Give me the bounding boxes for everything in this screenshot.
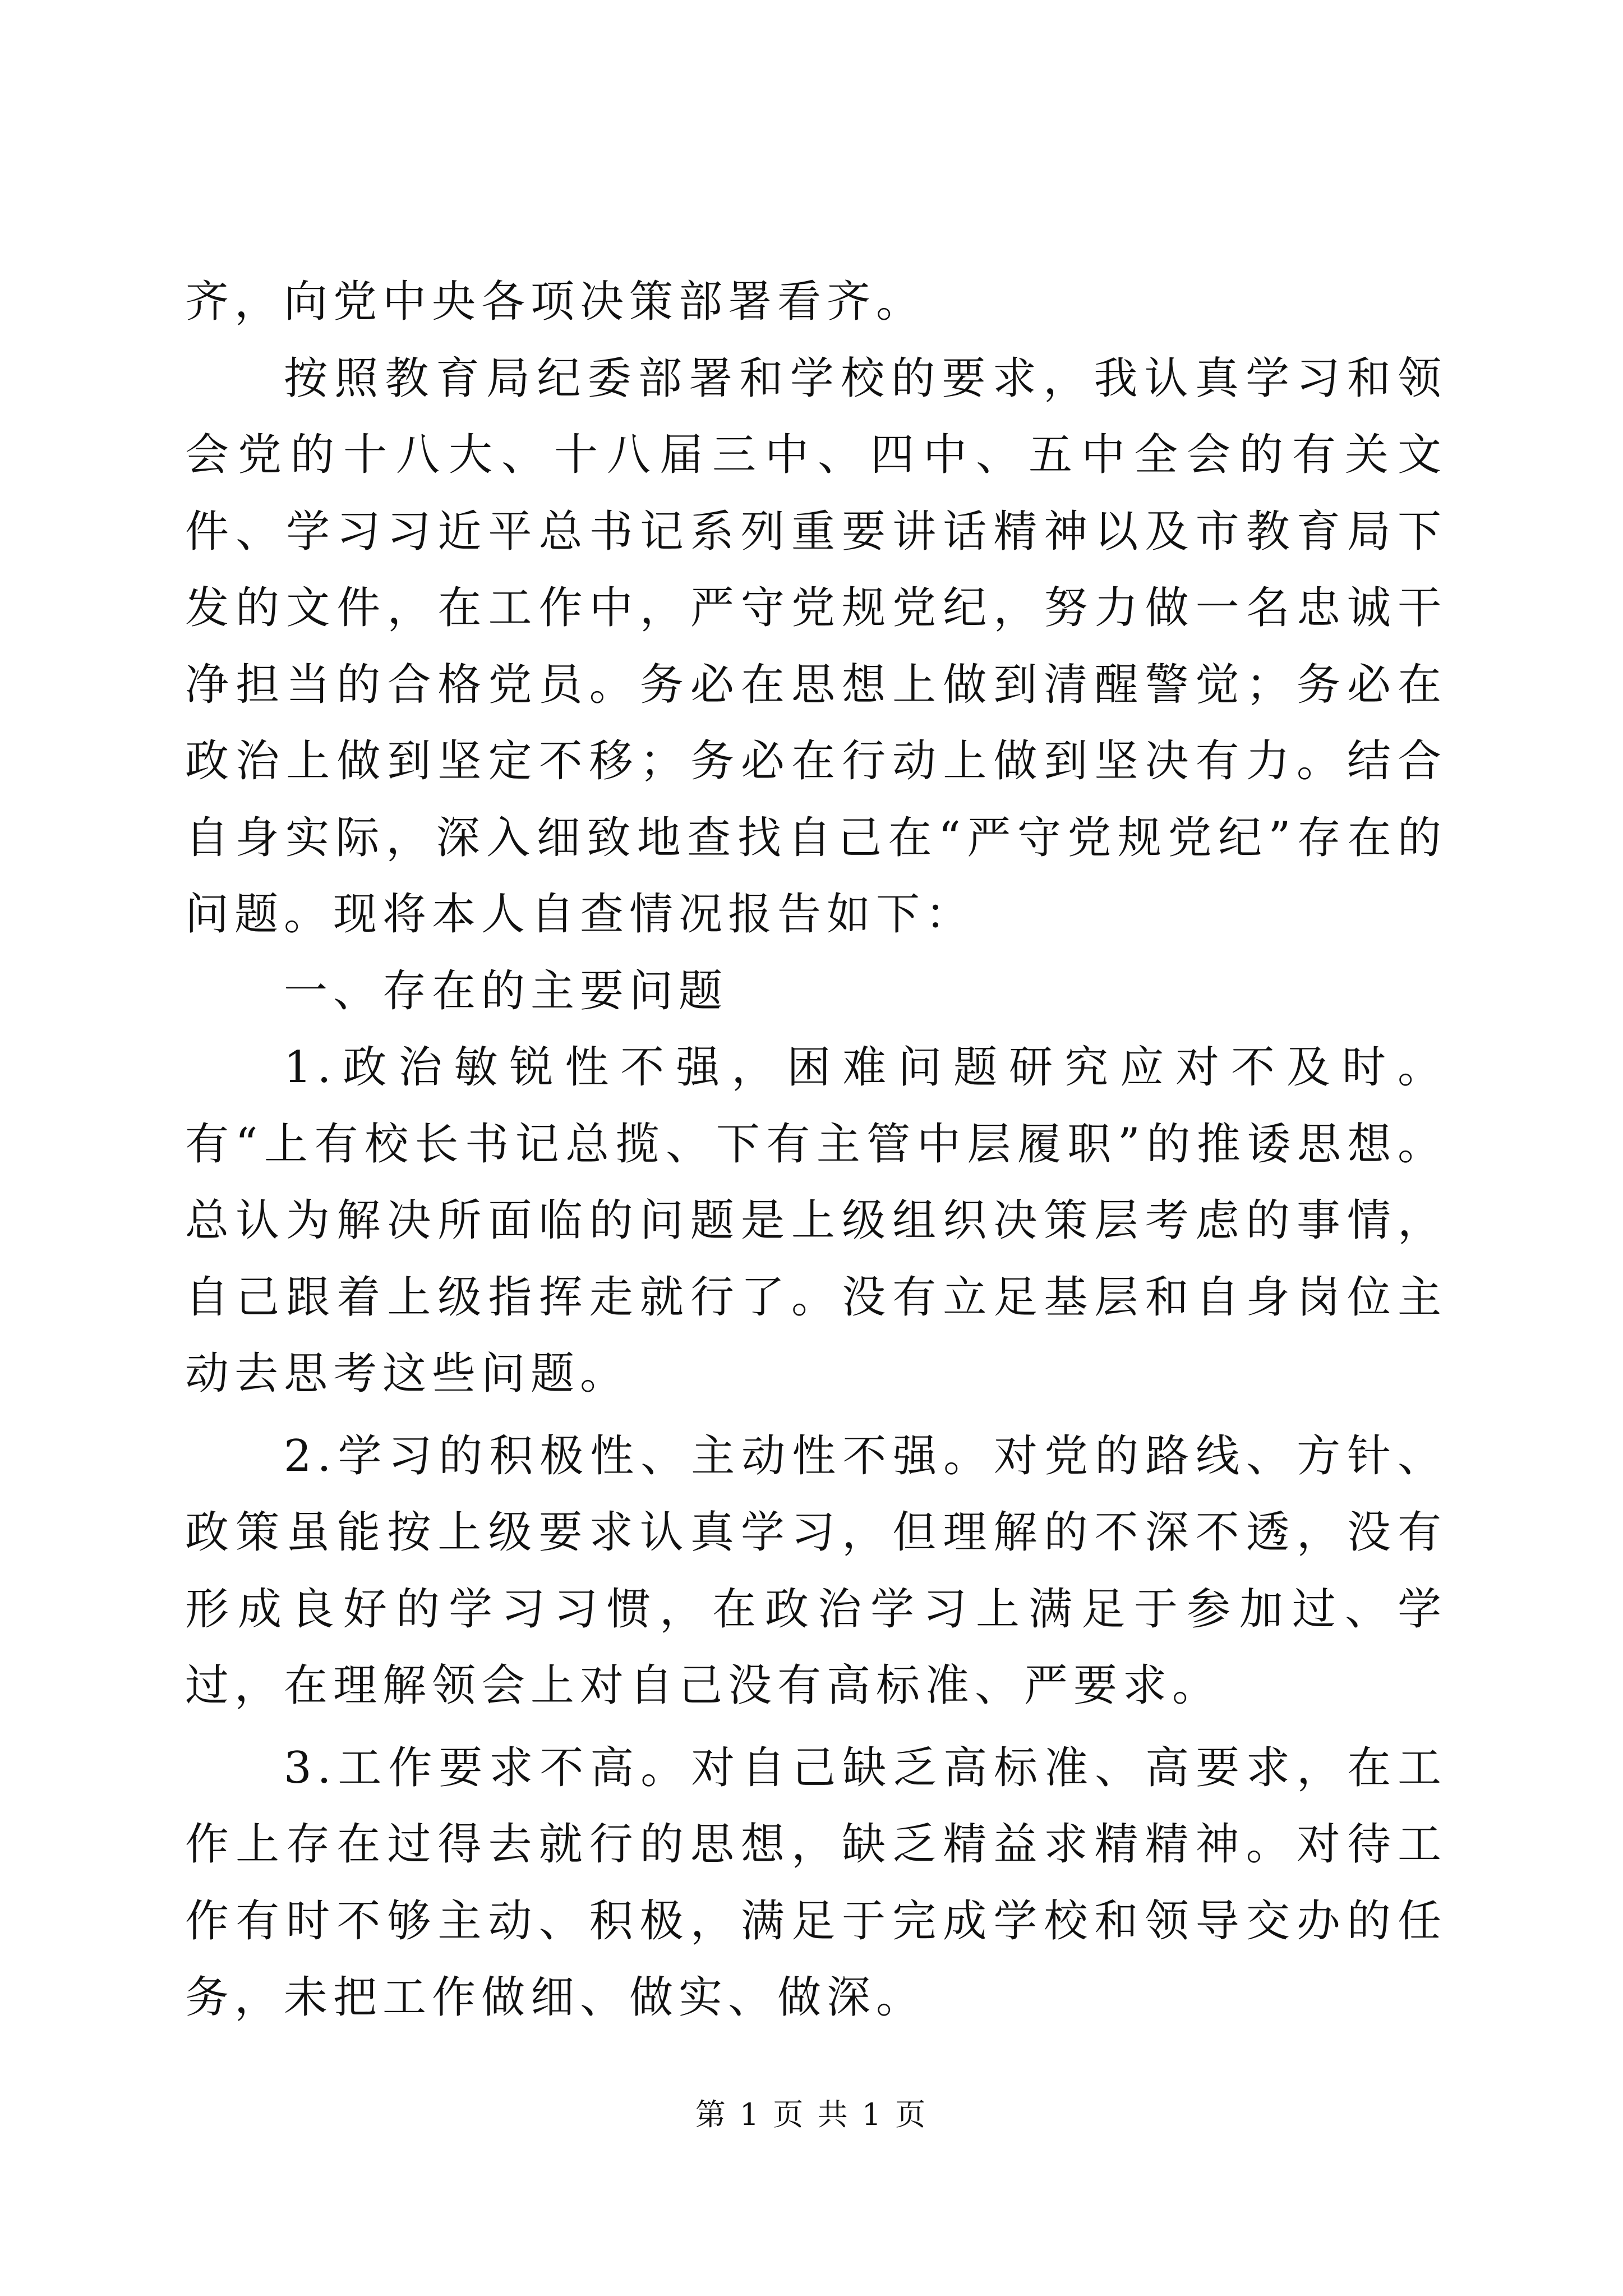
paragraph-intro: 按照教育局纪委部署和学校的要求，我认真学习和领会党的十八大、十八届三中、四中、五中全会的有关文件、学习习近平总书记系列重要讲话精神以及市教育局下发的文件，在工作中，严守党规党纪，努力做一名忠诚干净担当的合格党员。务必在思想上做到清醒警觉；务必在政治上做到坚定不移；务必在行动上做到坚决有力。结合自身实际，深入细致地查找自己在“严守党规党纪”存在的问题。现将本人自查情况报告如下： [185, 353, 1447, 940]
paragraph-continuation: 齐，向党中央各项决策部署看齐。 [185, 277, 926, 327]
paragraph-problem-3: 3.工作要求不高。对自己缺乏高标准、高要求，在工作上存在过得去就行的思想，缺乏精益求精精神。对待工作有时不够主动、积极，满足于完成学校和领导交办的任务，未把工作做细、做实、做深。 [185, 1742, 1447, 2023]
paragraph-problem-1: 1.政治敏锐性不强，困难问题研究应对不及时。有“上有校长书记总揽、下有主管中层履职”的推诿思想。总认为解决所面临的问题是上级组织决策层考虑的事情，自己跟着上级指挥走就行了。没有立足基层和自身岗位主动去思考这些问题。 [185, 1042, 1447, 1399]
document-body [185, 264, 1447, 2036]
section-heading-main-problems: 一、存在的主要问题 [284, 965, 728, 1016]
paragraph-problem-2: 2.学习的积极性、主动性不强。对党的路线、方针、政策虽能按上级要求认真学习，但理解的不深不透，没有形成良好的学习习惯，在政治学习上满足于参加过、学过，在理解领会上对自己没有高标准、严要求。 [185, 1430, 1447, 1711]
page-footer: 第 1 页 共 1 页 [695, 2097, 928, 2132]
